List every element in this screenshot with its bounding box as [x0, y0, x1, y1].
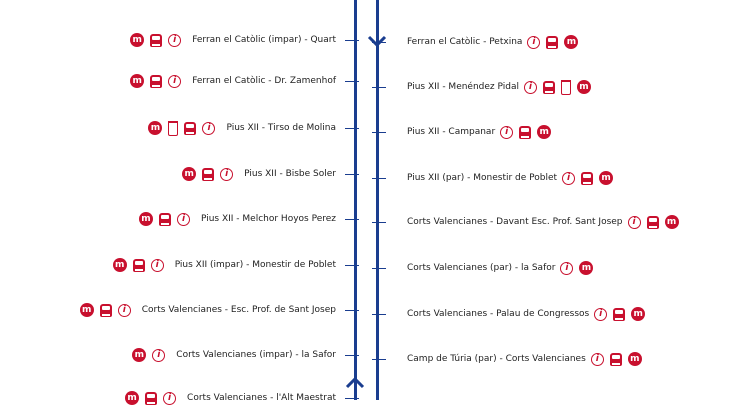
- metro-icon[interactable]: m: [628, 352, 642, 366]
- bus-icon[interactable]: [546, 36, 558, 49]
- metro-icon[interactable]: m: [113, 258, 127, 272]
- bus-icon[interactable]: [543, 81, 555, 94]
- bus-icon[interactable]: [133, 259, 145, 272]
- stop-tick: [345, 219, 359, 220]
- stop-name[interactable]: Corts Valencianes (par) - la Safor: [407, 263, 556, 273]
- metro-icon[interactable]: m: [577, 80, 591, 94]
- info-icon[interactable]: i: [152, 349, 165, 362]
- bus-icon[interactable]: [613, 308, 625, 321]
- metro-icon[interactable]: m: [125, 391, 139, 405]
- stop-tick: [372, 222, 386, 223]
- info-icon[interactable]: i: [524, 81, 537, 94]
- stop-row-right[interactable]: [405, 305, 648, 323]
- info-icon[interactable]: i: [560, 262, 573, 275]
- bus-icon[interactable]: [647, 216, 659, 229]
- stop-row-right[interactable]: [405, 169, 616, 187]
- bus-icon[interactable]: [150, 75, 162, 88]
- info-icon[interactable]: i: [168, 34, 181, 47]
- direction-arrow-down-icon: [366, 30, 388, 52]
- metro-icon[interactable]: m: [564, 35, 578, 49]
- info-icon[interactable]: i: [177, 213, 190, 226]
- info-icon[interactable]: i: [220, 168, 233, 181]
- stop-row-right[interactable]: [405, 33, 581, 51]
- stop-row-left[interactable]: [179, 165, 338, 183]
- stop-tick: [372, 178, 386, 179]
- metro-icon[interactable]: m: [665, 215, 679, 229]
- stop-tick: [345, 310, 359, 311]
- info-icon[interactable]: i: [151, 259, 164, 272]
- bin-icon[interactable]: [168, 121, 178, 136]
- info-icon[interactable]: i: [168, 75, 181, 88]
- stop-row-right[interactable]: [405, 350, 645, 368]
- stop-name[interactable]: Corts Valencianes - Palau de Congressos: [407, 309, 590, 319]
- stop-row-left[interactable]: [122, 389, 338, 407]
- metro-icon[interactable]: m: [80, 303, 94, 317]
- stop-name[interactable]: Corts Valencianes - Davant Esc. Prof. Sant Josep: [407, 217, 623, 227]
- stop-name[interactable]: Pius XII (par) - Monestir de Poblet: [407, 173, 558, 183]
- info-icon[interactable]: i: [594, 308, 607, 321]
- stop-tick: [372, 87, 386, 88]
- metro-icon[interactable]: m: [537, 125, 551, 139]
- stop-tick: [372, 268, 386, 269]
- metro-icon[interactable]: m: [599, 171, 613, 185]
- metro-icon[interactable]: m: [132, 348, 146, 362]
- stop-tick: [345, 265, 359, 266]
- stop-row-left[interactable]: [127, 72, 338, 90]
- stop-row-right[interactable]: [405, 123, 554, 141]
- stop-row-left[interactable]: [110, 256, 338, 274]
- stop-name[interactable]: Ferran el Catòlic - Dr. Zamenhof: [192, 76, 336, 86]
- stop-name[interactable]: Ferran el Catòlic - Petxina: [407, 37, 523, 47]
- stop-name[interactable]: Pius XII - Bisbe Soler: [244, 169, 336, 179]
- bin-icon[interactable]: [561, 80, 571, 95]
- metro-icon[interactable]: m: [182, 167, 196, 181]
- info-icon[interactable]: i: [527, 36, 540, 49]
- bus-icon[interactable]: [610, 353, 622, 366]
- stop-row-right[interactable]: [405, 213, 682, 231]
- stop-tick: [372, 42, 386, 43]
- stop-row-left[interactable]: [129, 346, 338, 364]
- stop-tick: [345, 355, 359, 356]
- stop-name[interactable]: Pius XII - Campanar: [407, 127, 496, 137]
- stop-name[interactable]: Ferran el Catòlic (impar) - Quart: [192, 35, 336, 45]
- direction-arrow-up-icon: [344, 372, 366, 394]
- stop-tick: [345, 128, 359, 129]
- stop-name[interactable]: Corts Valencianes - l'Alt Maestrat: [187, 393, 336, 403]
- metro-icon[interactable]: m: [130, 33, 144, 47]
- stop-tick: [345, 174, 359, 175]
- stop-row-left[interactable]: [136, 210, 338, 228]
- bus-icon[interactable]: [202, 168, 214, 181]
- stop-row-left[interactable]: [145, 119, 338, 137]
- route-line-right: [376, 0, 379, 400]
- stop-tick: [345, 81, 359, 82]
- stop-name[interactable]: Pius XII - Tirso de Molina: [226, 123, 336, 133]
- bus-icon[interactable]: [184, 122, 196, 135]
- stop-name[interactable]: Corts Valencianes - Esc. Prof. de Sant Josep: [141, 305, 336, 315]
- stop-name[interactable]: Pius XII - Menéndez Pidal: [407, 82, 519, 92]
- bus-icon[interactable]: [519, 126, 531, 139]
- stop-tick: [372, 359, 386, 360]
- stop-tick: [372, 132, 386, 133]
- bus-icon[interactable]: [159, 213, 171, 226]
- info-icon[interactable]: i: [562, 172, 575, 185]
- metro-icon[interactable]: m: [631, 307, 645, 321]
- route-line-left: [354, 0, 357, 400]
- stop-tick: [345, 398, 359, 399]
- metro-icon[interactable]: m: [130, 74, 144, 88]
- stop-name[interactable]: Pius XII (impar) - Monestir de Poblet: [174, 260, 336, 270]
- metro-icon[interactable]: m: [139, 212, 153, 226]
- stop-tick: [372, 314, 386, 315]
- stop-row-right[interactable]: [405, 259, 596, 277]
- bus-icon[interactable]: [150, 34, 162, 47]
- info-icon[interactable]: i: [628, 216, 641, 229]
- bus-icon[interactable]: [100, 304, 112, 317]
- info-icon[interactable]: i: [163, 392, 176, 405]
- stop-name[interactable]: Corts Valencianes (impar) - la Safor: [176, 350, 336, 360]
- stop-tick: [345, 40, 359, 41]
- metro-icon[interactable]: m: [579, 261, 593, 275]
- info-icon[interactable]: i: [591, 353, 604, 366]
- stop-name[interactable]: Pius XII - Melchor Hoyos Perez: [200, 214, 336, 224]
- info-icon[interactable]: i: [118, 304, 131, 317]
- bus-icon[interactable]: [145, 392, 157, 405]
- stop-row-left[interactable]: [127, 31, 338, 49]
- stop-row-left[interactable]: [77, 301, 338, 319]
- stop-row-right[interactable]: [405, 78, 594, 96]
- info-icon[interactable]: i: [500, 126, 513, 139]
- metro-icon[interactable]: m: [148, 121, 162, 135]
- bus-icon[interactable]: [581, 172, 593, 185]
- info-icon[interactable]: i: [202, 122, 215, 135]
- stop-name[interactable]: Camp de Túria (par) - Corts Valencianes: [407, 354, 586, 364]
